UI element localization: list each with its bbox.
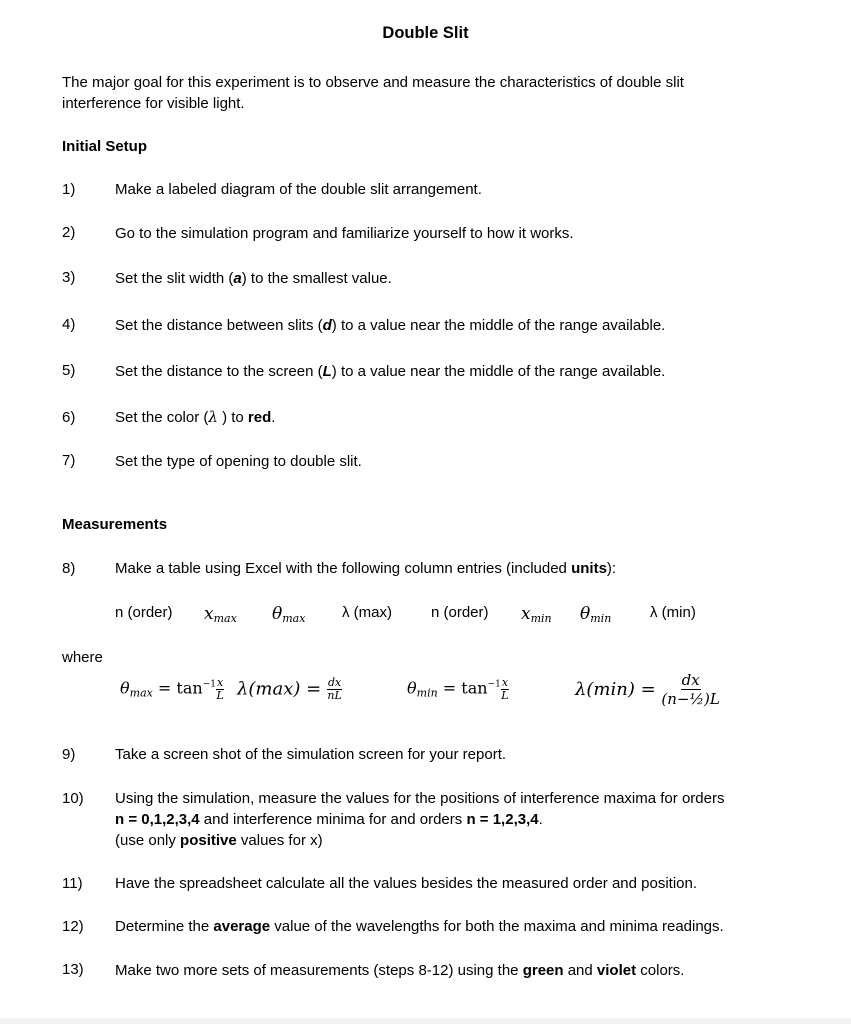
screen-distance-symbol: L	[322, 363, 332, 380]
step-number: 2)	[62, 224, 76, 241]
step-text: Have the spreadsheet calculate all the values besides the measured order and position.	[115, 875, 698, 892]
step-text: Go to the simulation program and familiarize yourself to how it works.	[115, 225, 574, 242]
column-entries	[0, 604, 851, 628]
step-text: Set the slit width (a) to the smallest value.	[115, 270, 392, 287]
step-text: Make two more sets of measurements (steps 8-12) using the green and violet colors.	[115, 962, 685, 979]
document-title: Double Slit	[382, 24, 469, 42]
column-lambda-max: λ (max)	[342, 604, 392, 621]
step-text: Set the distance between slits (d) to a value near the middle of the range available.	[115, 317, 666, 334]
step-text: Set the type of opening to double slit.	[115, 453, 362, 470]
step-number: 11)	[62, 875, 83, 892]
column-lambda-min: λ (min)	[650, 604, 696, 621]
step-text: Make a labeled diagram of the double slit arrangement.	[115, 181, 482, 198]
step-text: Set the color (λ ) to red.	[115, 408, 276, 426]
step-text: Determine the average value of the wavelengths for both the maxima and minima readings.	[115, 918, 724, 935]
step-number: 3)	[62, 269, 76, 286]
step-text: Using the simulation, measure the values for the positions of interference maxima for orders n = 0,1,2,3,4 and interference minima for and orders n = 1,2,3,4. (use only positive values for x)	[115, 790, 725, 849]
step-number: 6)	[62, 409, 76, 426]
step-number: 4)	[62, 316, 76, 333]
step-number: 9)	[62, 746, 76, 763]
column-theta-min: $\theta_{min}$	[580, 604, 612, 625]
step-number: 5)	[62, 362, 76, 379]
page-bottom-edge	[0, 1018, 851, 1024]
where-label: where	[62, 649, 103, 666]
slit-distance-symbol: d	[322, 317, 332, 334]
column-x-max: $x_{max}$	[204, 604, 237, 625]
formula-theta-max: $\theta_{max} = \tan^{-1}$ $\frac{x}{L}$	[120, 676, 224, 702]
step-text: Set the distance to the screen (L) to a value near the middle of the range available.	[115, 363, 666, 380]
step-number: 8)	[62, 560, 76, 577]
slit-width-symbol: a	[233, 270, 242, 287]
step-text: Take a screen shot of the simulation screen for your report.	[115, 746, 507, 763]
step-number: 10)	[62, 790, 84, 807]
step-number: 7)	[62, 452, 76, 469]
column-theta-max: $\theta_{max}$	[272, 604, 306, 625]
column-n-order-max: n (order)	[115, 604, 173, 621]
intro-paragraph: The major goal for this experiment is to observe and measure the characteristics of double slit interference for visible light.	[62, 74, 684, 112]
formula-theta-min: $\theta_{min} = \tan^{-1}$ $\frac{x}{L}$	[407, 676, 509, 702]
step-number: 13)	[62, 961, 84, 978]
section-initial-setup: Initial Setup	[62, 138, 148, 155]
formula-lambda-max: λ(max) = $\frac{dx}{nL}$	[237, 676, 342, 702]
section-measurements: Measurements	[62, 516, 168, 533]
formula-lambda-min: λ(min) = $\frac{dx}{\text{(n−½)L}}$	[575, 671, 720, 708]
column-x-min: $x_{min}$	[521, 604, 552, 625]
step-number: 1)	[62, 181, 76, 198]
column-n-order-min: n (order)	[431, 604, 489, 621]
step-number: 12)	[62, 918, 84, 935]
step-text: Make a table using Excel with the following column entries (included units):	[115, 560, 617, 577]
lambda-symbol: λ	[208, 408, 218, 426]
